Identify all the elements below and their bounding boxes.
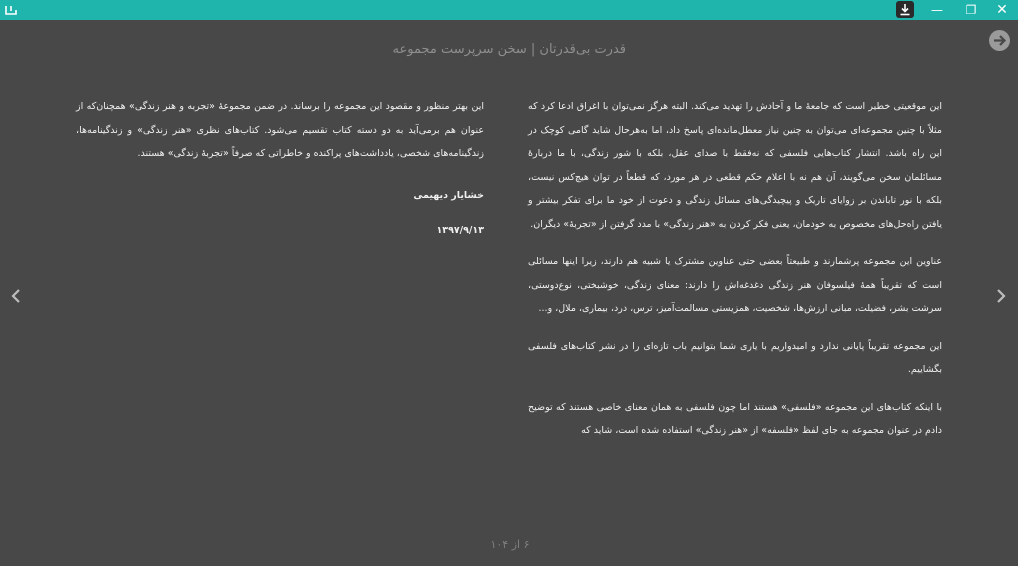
- paragraph: این مجموعه تقریباً پایانی ندارد و امیدواریم با یاری شما بتوانیم باب تازه‌ای را در نشر کتاب‌های فلسفی بگشاییم.: [528, 340, 942, 375]
- download-icon: [899, 3, 911, 16]
- title-bar: [0, 0, 1018, 20]
- author-signature: خشایار دیهیمی: [413, 189, 484, 201]
- close-button[interactable]: ✕: [996, 2, 1008, 18]
- page-title: قدرت بی‌قدرتان | سخن سرپرست مجموعه: [392, 42, 626, 57]
- previous-page-button[interactable]: [9, 284, 23, 308]
- paragraph: این بهتر منظور و مقصود این مجموعه را برساند. در ضمن مجموعهٔ «تجربه و هنر زندگی» همچنان‌که از عنوان هم برمی‌آید به دو دسته کتاب تقسیم می‌شود. کتاب‌های نظری «هنر زندگی» و زندگینامه‌ها، زندگینامه‌های شخصی، یادداشت‌های پراکنده و خاطراتی که صرفاً «تجربهٔ زندگی» هستند.: [76, 101, 484, 159]
- download-button[interactable]: [896, 1, 914, 18]
- page-indicator: ۶ از ۱۰۴: [490, 538, 530, 551]
- chevron-left-icon: [9, 284, 23, 308]
- app-logo-icon: [3, 2, 19, 18]
- paragraph: این موقعیتی خطیر است که جامعهٔ ما و آحادش را تهدید می‌کند. البته هرگز نمی‌توان با اغراق ادعا کرد که مثلاً با چنین مجموعه‌ای می‌توان به چنین نیاز معطل‌مانده‌ای پاسخ داد، اما به‌هرحال شاید گامی کوچک در این راه باشد. انتشار کتاب‌هایی فلسفی که نه‌فقط با صدای عقل، بلکه با شور زندگی، با ما دربارهٔ مسائلمان سخن می‌گویند، آن هم نه با اعلام حکم قطعی در هر مورد، که قطعاً در توان هیچ‌کس نیست، بلکه با نور تاباندن بر زوایای تاریک و پیچیدگی‌های مسائل زندگی و دعوت از خود ما برای تفکر بیشتر و یافتن راه‌حل‌های مخصوص به خودمان، یعنی فکر کردن به «هنر زندگی» با مدد گرفتن از «تجربهٔ» دیگران.: [528, 101, 942, 230]
- back-button[interactable]: [989, 30, 1010, 51]
- chevron-right-icon: [994, 284, 1008, 308]
- paragraph: با اینکه کتاب‌های این مجموعه «فلسفی» هستند اما چون فلسفی به همان معنای خاصی هستند که توضیح دادم در عنوان مجموعه به جای لفظ «فلسفه» از «هنر زندگی» استفاده شده است، شاید که: [528, 401, 942, 436]
- maximize-button[interactable]: ❐: [965, 3, 977, 17]
- next-page-button[interactable]: [994, 284, 1008, 308]
- arrow-right-circle-icon: [992, 33, 1007, 48]
- right-page-column: [528, 95, 942, 457]
- minimize-button[interactable]: —: [931, 3, 943, 17]
- paragraph: عناوین این مجموعه پرشمارند و طبیعتاً بعضی حتی عناوین مشترک یا شبیه هم دارند، زیرا اینها مسائلی است که تقریباً همهٔ فیلسوفان هنر زندگی دغدغه‌اش را دارند: معنای زندگی، خوشبختی، نوع‌دوستی، سرشت بشر، فضیلت، مبانی ارزش‌ها، شخصیت، همزیستی مسالمت‌آمیز، ترس، درد، بیماری، ملال، و...: [528, 256, 942, 314]
- left-page-column: [76, 95, 484, 243]
- signature-date: ۱۳۹۷/۹/۱۳: [436, 225, 484, 236]
